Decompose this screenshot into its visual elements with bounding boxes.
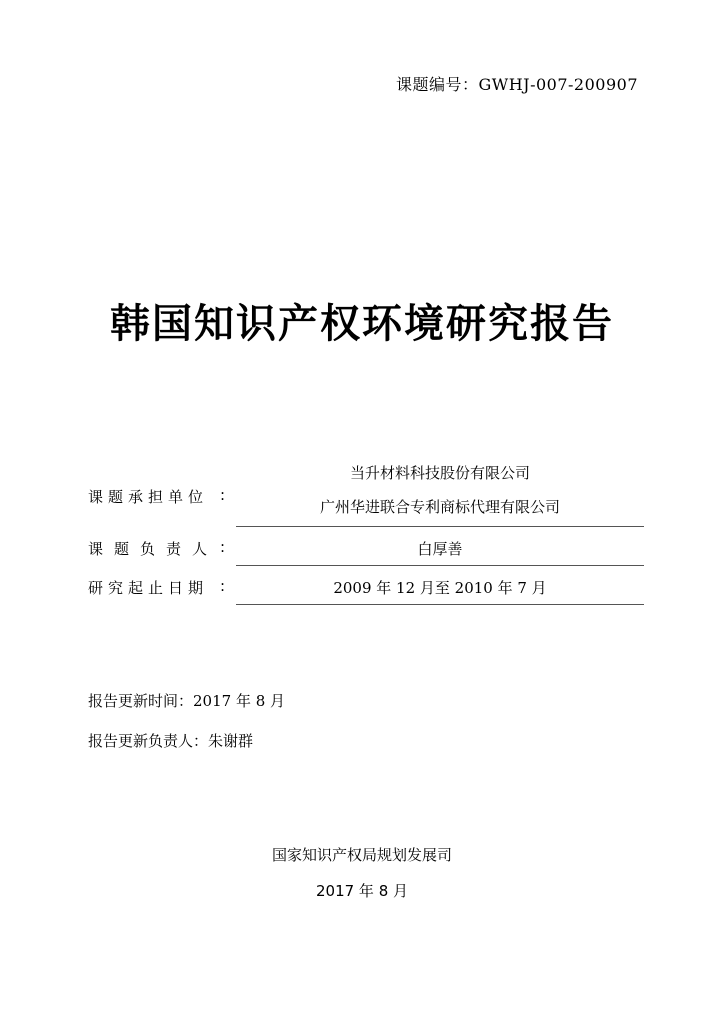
report-title: 韩国知识产权环境研究报告 <box>110 301 614 347</box>
period-colon: : <box>220 577 228 595</box>
update-person: 报告更新负责人：朱谢群 <box>88 732 254 750</box>
unit-label-row <box>88 486 228 507</box>
unit-value-2: 广州华进联合专利商标代理有限公司 <box>319 498 560 516</box>
leader-label-row <box>88 538 228 559</box>
period-label: 研究起止日期 <box>88 579 209 597</box>
period-underline <box>236 604 644 605</box>
unit-label: 课题承担单位 <box>88 488 209 506</box>
footer-date: 2017 年 8 月 <box>315 882 409 900</box>
unit-colon: : <box>220 486 228 504</box>
leader-colon: : <box>220 538 228 556</box>
unit-underline <box>236 526 644 527</box>
project-number: 课题编号：GWHJ-007-200907 <box>395 75 638 94</box>
footer-org: 国家知识产权局规划发展司 <box>271 846 452 864</box>
period-value: 2009 年 12 月至 2010 年 7 月 <box>333 579 547 597</box>
unit-value-1: 当升材料科技股份有限公司 <box>349 464 530 482</box>
leader-label: 课题负责人 <box>88 540 219 558</box>
leader-value: 白厚善 <box>417 540 463 558</box>
update-time: 报告更新时间：2017 年 8 月 <box>88 692 286 710</box>
period-label-row <box>88 577 228 598</box>
leader-underline <box>236 565 644 566</box>
